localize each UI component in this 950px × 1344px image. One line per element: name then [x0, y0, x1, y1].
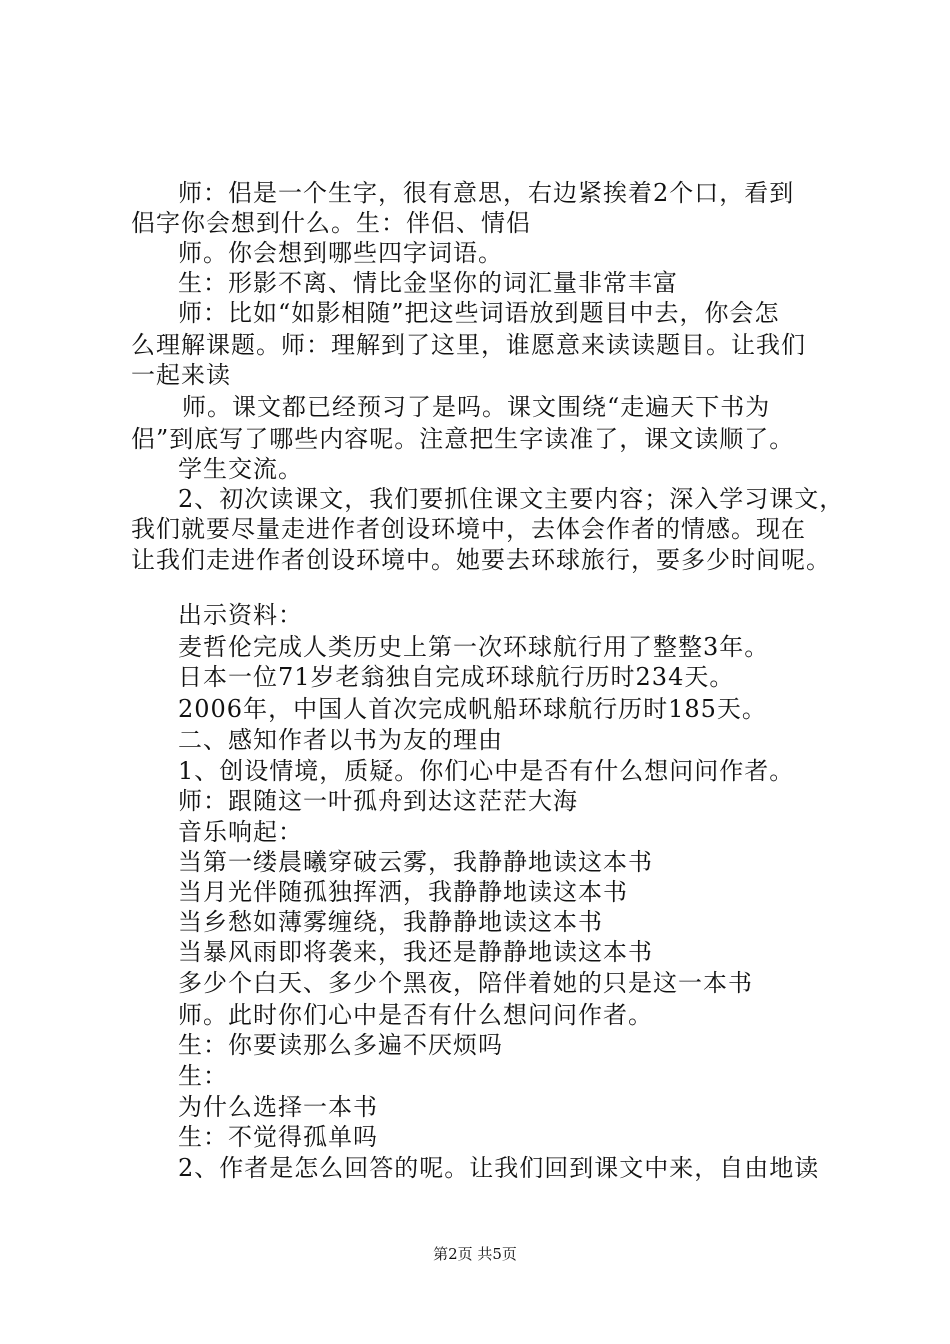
- text-line: 侣”到底写了哪些内容呢。注意把生字读准了，课文读顺了。: [131, 425, 795, 453]
- text-line: 师。课文都已经预习了是吗。课文围绕“走遍天下书为: [182, 393, 771, 421]
- text-line: 当月光伴随孤独挥洒，我静静地读这本书: [178, 878, 628, 906]
- text-line: 2、初次读课文，我们要抓住课文主要内容；深入学习课文，: [178, 485, 845, 513]
- text-line: 1、创设情境，质疑。你们心中是否有什么想问问作者。: [178, 757, 795, 785]
- text-line: 出示资料：: [178, 601, 303, 629]
- text-line: 生：不觉得孤单吗: [178, 1123, 378, 1151]
- text-line: 音乐响起：: [178, 818, 303, 846]
- text-line: 一起来读: [131, 361, 231, 389]
- text-line: 师：侣是一个生字，很有意思，右边紧挨着2个口，看到: [178, 179, 795, 207]
- text-line: 生：你要读那么多遍不厌烦吗: [178, 1031, 503, 1059]
- page-number: 第2页 共5页: [433, 1245, 517, 1263]
- text-line: 师。此时你们心中是否有什么想问问作者。: [178, 1001, 653, 1029]
- text-line: 么理解课题。师：理解到了这里，谁愿意来读读题目。让我们: [131, 331, 806, 359]
- text-line: 师：比如“如影相随”把这些词语放到题目中去，你会怎: [178, 299, 780, 327]
- text-line: 日本一位71岁老翁独自完成环球航行历时234天。: [178, 663, 735, 691]
- text-line: 2006年，中国人首次完成帆船环球航行历时185天。: [178, 695, 767, 723]
- text-line: 学生交流。: [178, 455, 303, 483]
- text-line: 多少个白天、多少个黑夜，陪伴着她的只是这一本书: [178, 969, 753, 997]
- text-line: 我们就要尽量走进作者创设环境中，去体会作者的情感。现在: [131, 515, 806, 543]
- text-line: 生：形影不离、情比金坚你的词汇量非常丰富: [178, 269, 678, 297]
- section-heading: 二、感知作者以书为友的理由: [178, 726, 503, 754]
- text-line: 师：跟随这一叶孤舟到达这茫茫大海: [178, 787, 578, 815]
- text-line: 当第一缕晨曦穿破云雾，我静静地读这本书: [178, 848, 653, 876]
- text-line: 2、作者是怎么回答的呢。让我们回到课文中来，自由地读: [178, 1154, 820, 1182]
- text-line: 为什么选择一本书: [178, 1093, 378, 1121]
- text-line: 当乡愁如薄雾缠绕，我静静地读这本书: [178, 908, 603, 936]
- text-line: 师。你会想到哪些四字词语。: [178, 239, 503, 267]
- text-line: 让我们走进作者创设环境中。她要去环球旅行，要多少时间呢。: [131, 546, 831, 574]
- text-line: 侣字你会想到什么。生：伴侣、情侣: [131, 209, 531, 237]
- text-line: 生：: [178, 1062, 228, 1090]
- text-line: 麦哲伦完成人类历史上第一次环球航行用了整整3年。: [178, 633, 770, 661]
- text-line: 当暴风雨即将袭来，我还是静静地读这本书: [178, 938, 653, 966]
